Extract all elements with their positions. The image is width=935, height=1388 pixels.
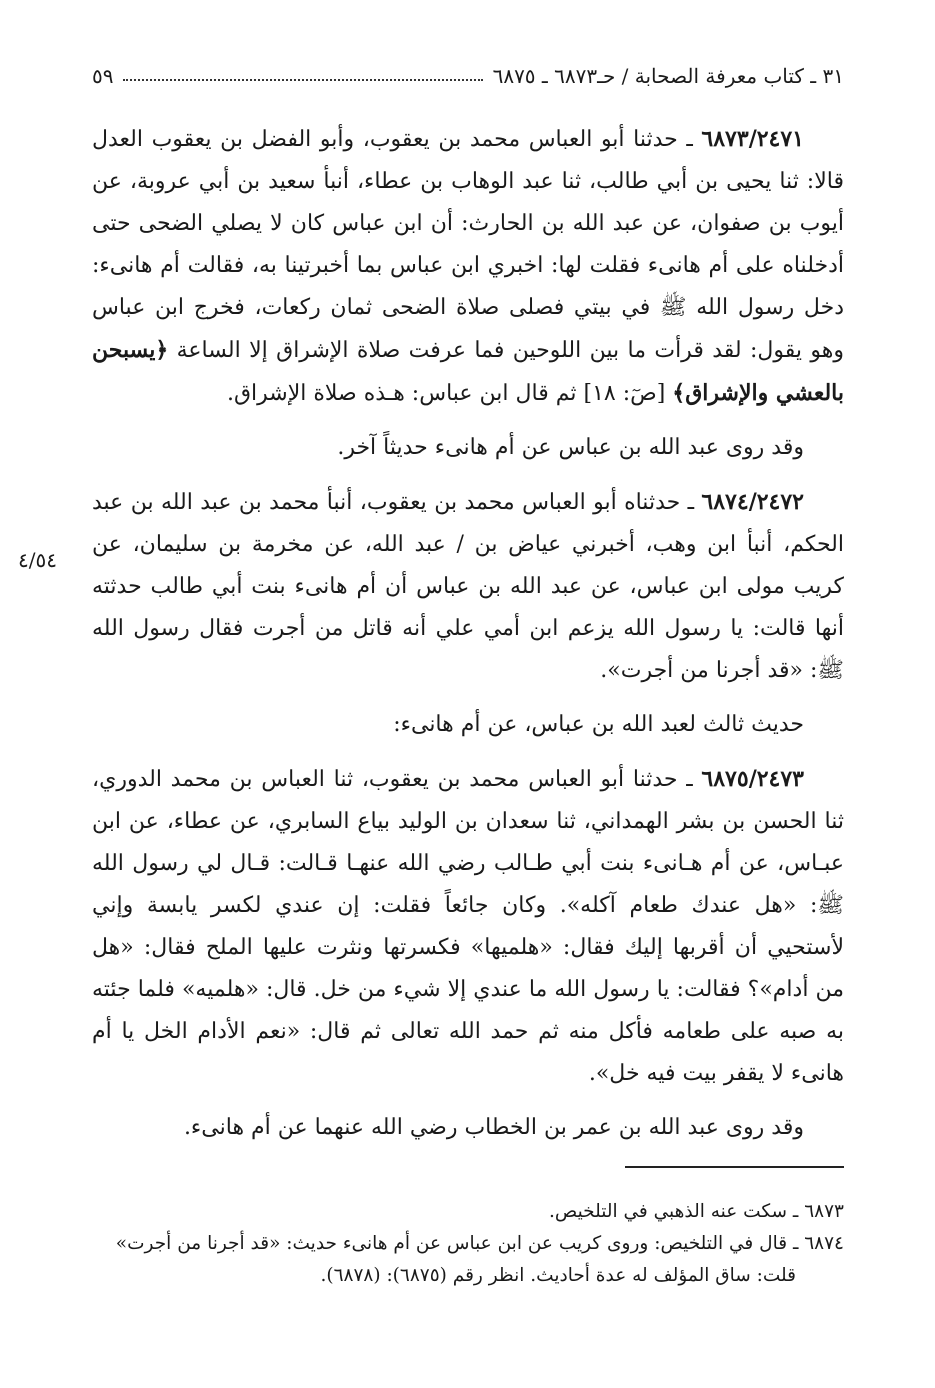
footnote-6874-continued: قلت: ساق المؤلف له عدة أحاديث. انظر رقم (٦٨٧٥): (٦٨٧٨).: [320, 1265, 796, 1286]
footnote-separator: [625, 1166, 844, 1168]
main-text: [92, 118, 844, 1149]
hadith-text-tail: [صٓ: ١٨] ثم قال ابن عباس: هـذه صلاة الإشراق.: [226, 381, 673, 406]
hadith-text: ـ حدثنا أبو العباس محمد بن يعقوب، وأبو الفضل بن يعقوب العدل قالا: ثنا يحيى بن أبي طالب، ثنا عبد الوهاب بن عطاء، أنبأ سعيد بن أبي عروبة، عن أيوب بن صفوان، عن عبد الله بن الحارث: أن ابن عباس كان لا يصلي الضحى حتى أدخلناه على أم هانىء فقلت لها: اخبري ابن عباس بما أخبرتينا به، فقالت أم هانىء: دخل رسول الله ﷺ في بيتي فصلى صلاة الضحى ثمان ركعات، فخرج ابن عباس وهو يقول: لقد قرأت ما بين اللوحين فما عرفت صلاة الإشراق إلا الساعة: [92, 127, 844, 363]
hadith-6875: [92, 758, 844, 1095]
page-number: ٥٩: [92, 64, 114, 88]
hadith-6873: [92, 118, 844, 415]
footnote-6874: ٦٨٧٤ ـ قال في التلخيص: وروى كريب عن ابن عباس عن أم هانىء حديث: «قد أجرنا من أجرت»: [115, 1233, 844, 1254]
hadith-number: ٦٨٧٤/٢٤٧٢: [701, 489, 804, 515]
footnotes: [92, 1196, 844, 1292]
hadith-number: ٦٨٧٣/٢٤٧١: [701, 126, 804, 152]
hadith-text: ـ حدثناه أبو العباس محمد بن يعقوب، أنبأ محمد بن عبد الله بن عبد الحكم، أنبأ ابن وهب، أخبرني عياض بن / عبد الله، عن مخرمة بن سليمان، عن كريب مولى ابن عباس، عن عبد الله بن عباس أن أم هانىء بنت أبي طالب حدثته أنها قالت: يا رسول الله يزعم ابن أمي علي أنه قاتل من أجرت فقال رسول الله ﷺ: «قد أجرنا من أجرت».: [92, 490, 844, 683]
hadith-6874: [92, 481, 844, 692]
hadith-number: ٦٨٧٥/٢٤٧٣: [701, 766, 804, 792]
header-dot-leader: [123, 79, 482, 81]
footnote-6873: ٦٨٧٣ ـ سكت عنه الذهبي في التلخيص.: [549, 1201, 844, 1222]
manuscript-margin-reference: ٤/٥٤: [18, 548, 57, 572]
editorial-note: وقد روى عبد الله بن عباس عن أم هانىء حديثاً آخر.: [337, 435, 804, 460]
editorial-note: حديث ثالث لعبد الله بن عباس، عن أم هانىء:: [393, 712, 804, 737]
header-title: ٣١ ـ كتاب معرفة الصحابة / حـ٦٨٧٣ ـ ٦٨٧٥: [492, 64, 844, 88]
quran-quote: ﴿يسبحن بالعشي والإشراق﴾: [92, 337, 844, 406]
hadith-text: ـ حدثنا أبو العباس محمد بن يعقوب، ثنا العباس بن محمد الدوري، ثنا الحسن بن بشر الهمداني، ثنا سعدان بن الوليد بياع السابري، عن عطاء، عن ابن عبـاس، عن أم هـانىء بنت أبي طـالب رضي الله عنهـا قـالت: قـال لي رسول الله ﷺ: «هل عندك طعام آكله». وكان جائعاً فقلت: إن عندي لكسر يابسة وإني لأستحيي أن أقربها إليك فقال: «هلميها» فكسرتها ونثرت عليها الملح فقال: «هل من أدام»؟ فقالت: يا رسول الله ما عندي إلا شيء من خل. قال: «هلميه» فلما جئته به صبه على طعامه فأكل منه ثم حمد الله تعالى ثم قال: «نعم الأدام الخل يا أم هانىء لا يقفر بيت فيه خل».: [92, 767, 844, 1086]
running-header: [92, 58, 844, 94]
editorial-note: وقد روى عبد الله بن عمر بن الخطاب رضي الله عنهما عن أم هانىء.: [183, 1115, 804, 1140]
